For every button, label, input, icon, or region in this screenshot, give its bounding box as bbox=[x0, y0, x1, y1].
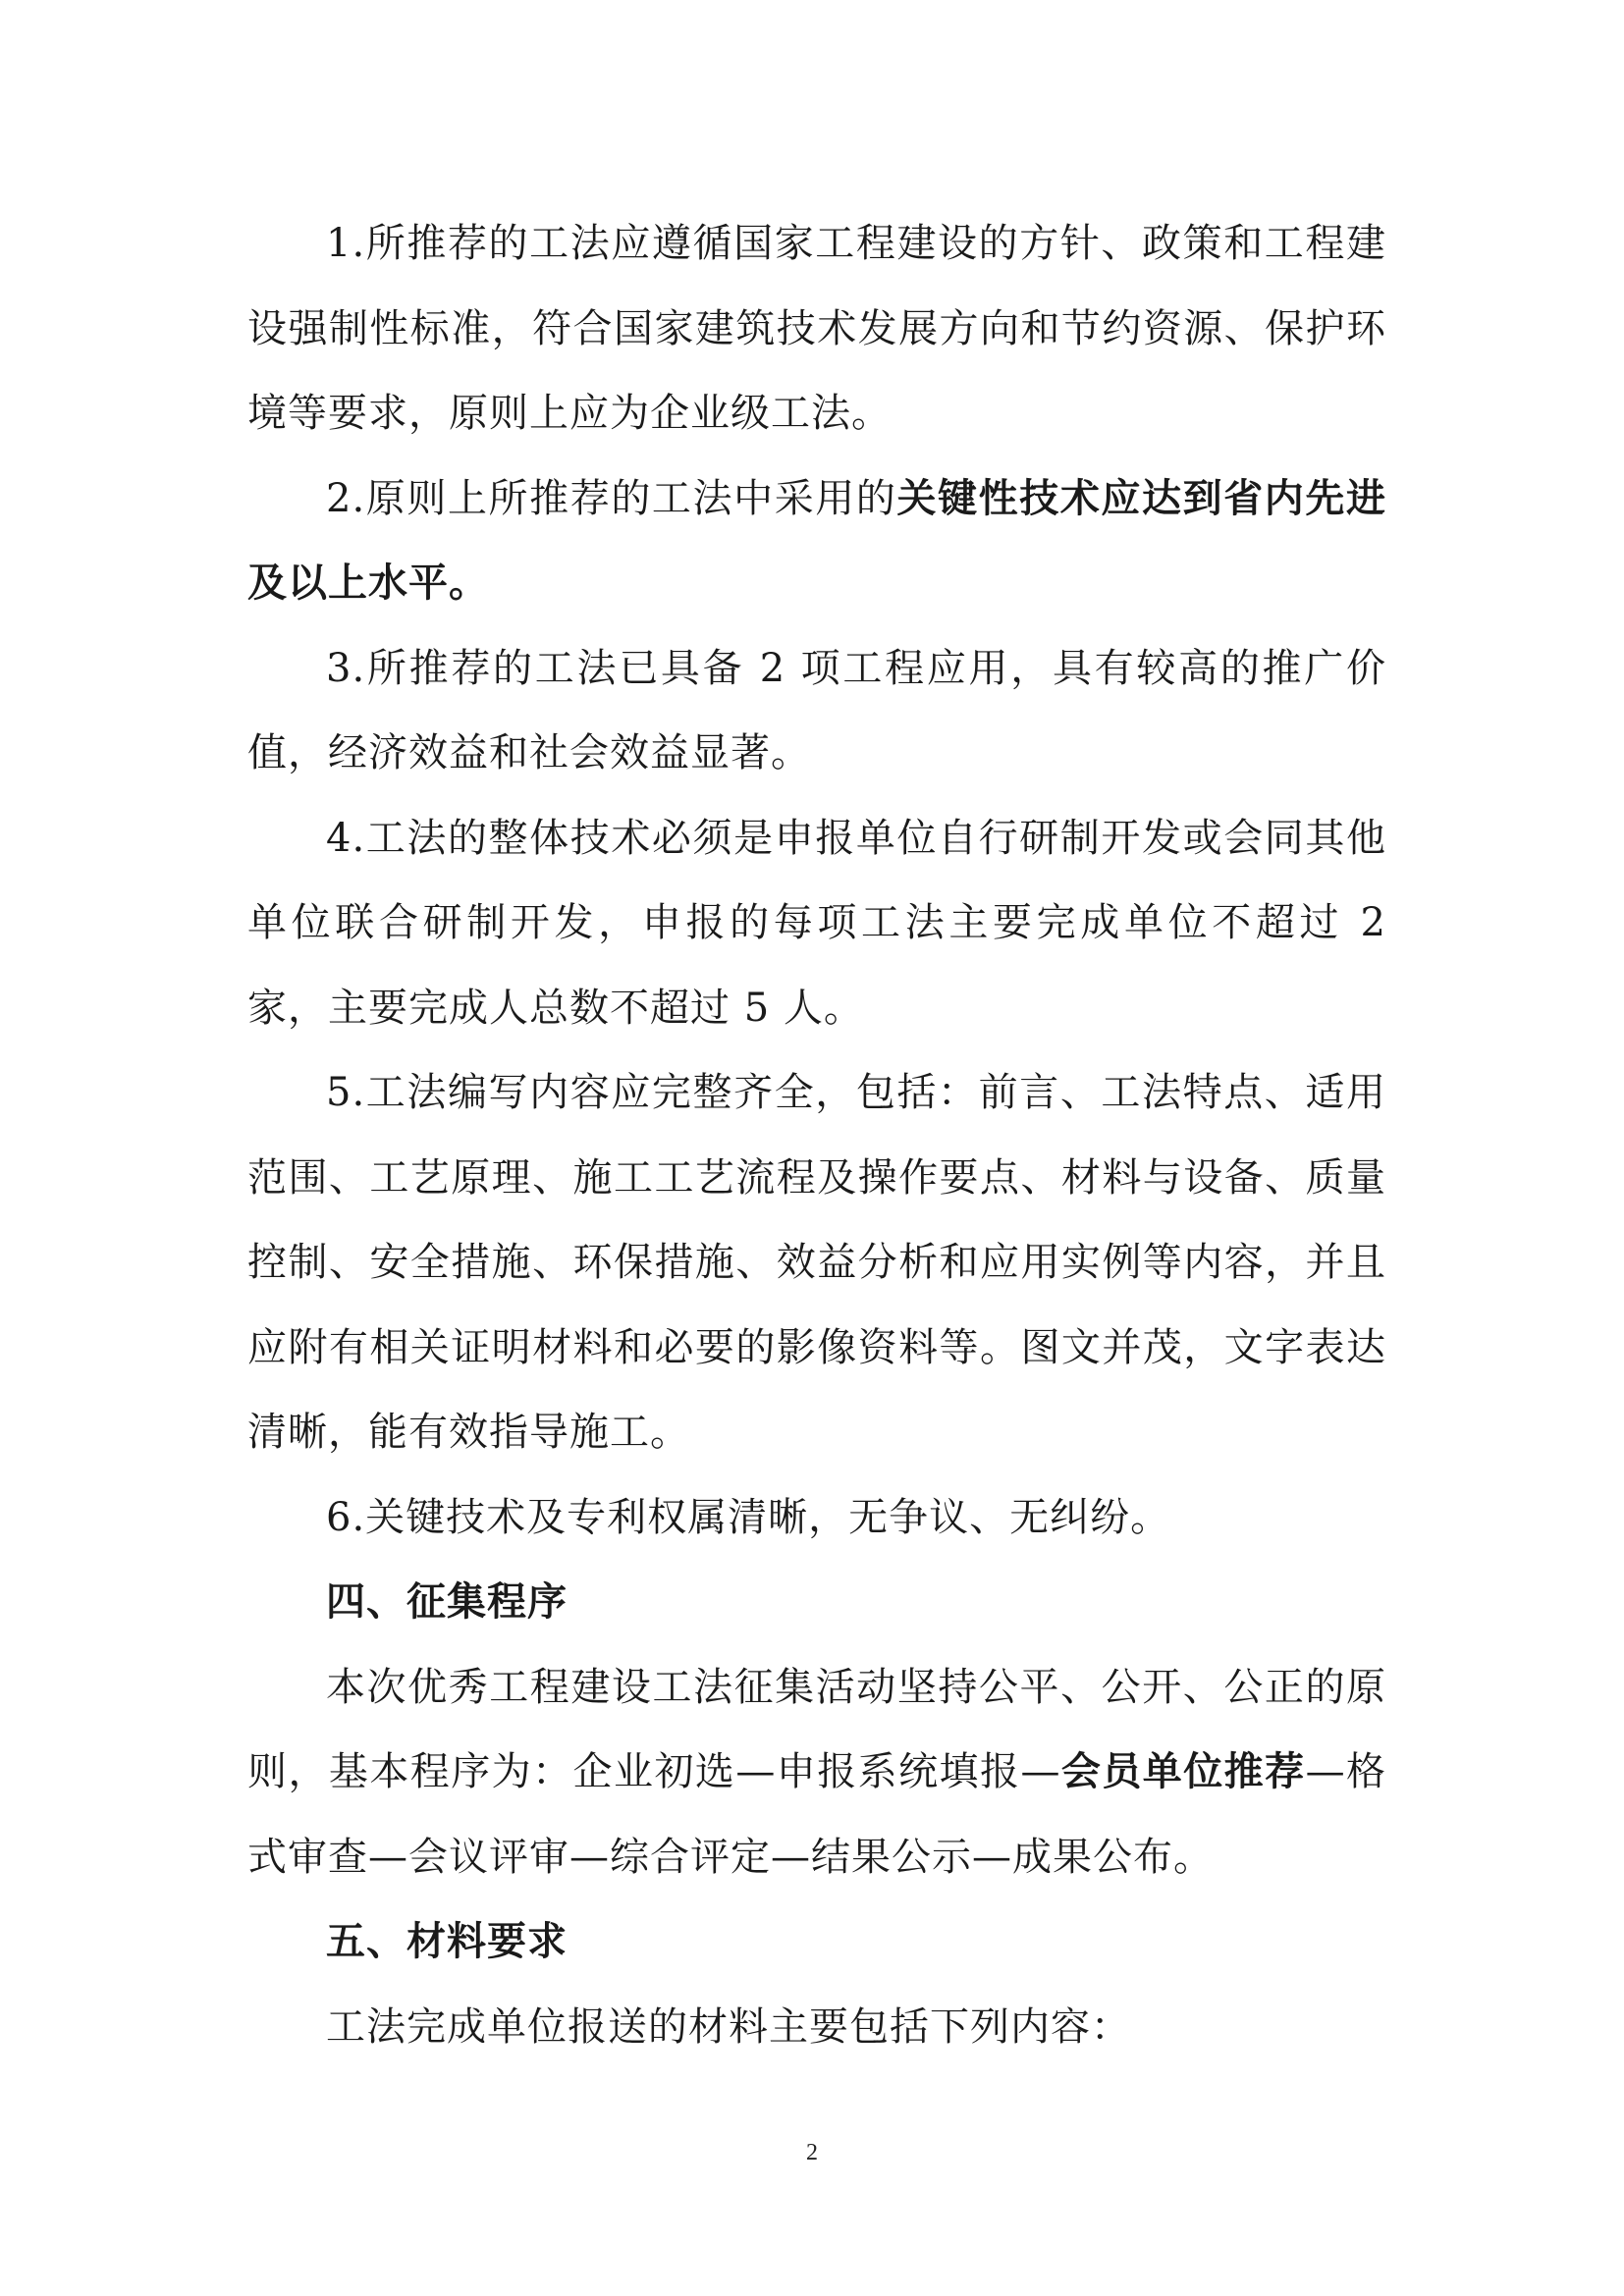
procedure-paragraph bbox=[247, 1645, 1386, 1900]
page-number: 2 bbox=[806, 2140, 818, 2165]
requirement-item-2-bold: 关键性技术应达到省内先进及以上水平。 bbox=[247, 475, 1386, 606]
requirement-item-2-text: 2.原则上所推荐的工法中采用的 bbox=[326, 475, 897, 521]
section-heading-procedure: 四、征集程序 bbox=[326, 1579, 568, 1625]
requirement-item-3: 3.所推荐的工法已具备 2 项工程应用，具有较高的推广价值，经济效益和社会效益显著。 bbox=[247, 645, 1386, 775]
requirement-item-1: 1.所推荐的工法应遵循国家工程建设的方针、政策和工程建设强制性标准，符合国家建筑技术发展方向和节约资源、保护环境等要求，原则上应为企业级工法。 bbox=[247, 221, 1386, 436]
procedure-text-end: —格式审查—会议评审—综合评定—结果公示—成果公布。 bbox=[247, 1749, 1387, 1880]
requirement-item-4: 4.工法的整体技术必须是申报单位自行研制开发或会同其他单位联合研制开发，申报的每项工法主要完成单位不超过 2 家，主要完成人总数不超过 5 人。 bbox=[247, 815, 1386, 1031]
requirement-item-2 bbox=[247, 456, 1386, 626]
requirement-item-5: 5.工法编写内容应完整齐全，包括：前言、工法特点、适用范围、工艺原理、施工工艺流程及操作要点、材料与设备、质量控制、安全措施、环保措施、效益分析和应用实例等内容，并且应附有相关证明材料和必要的影像资料等。图文并茂，文字表达清晰，能有效指导施工。 bbox=[247, 1070, 1386, 1455]
materials-paragraph: 工法完成单位报送的材料主要包括下列内容： bbox=[326, 2003, 1131, 2050]
procedure-text-start: 本次优秀工程建设工法征集活动坚持公平、公开、公正的原则，基本程序为：企业初选—申报系统填报— bbox=[247, 1664, 1386, 1794]
document-body bbox=[247, 201, 1386, 2069]
requirement-item-6: 6.关键技术及专利权属清晰，无争议、无纠纷。 bbox=[326, 1494, 1171, 1540]
section-heading-materials: 五、材料要求 bbox=[326, 1919, 568, 1964]
procedure-text-bold: 会员单位推荐 bbox=[1060, 1749, 1306, 1794]
